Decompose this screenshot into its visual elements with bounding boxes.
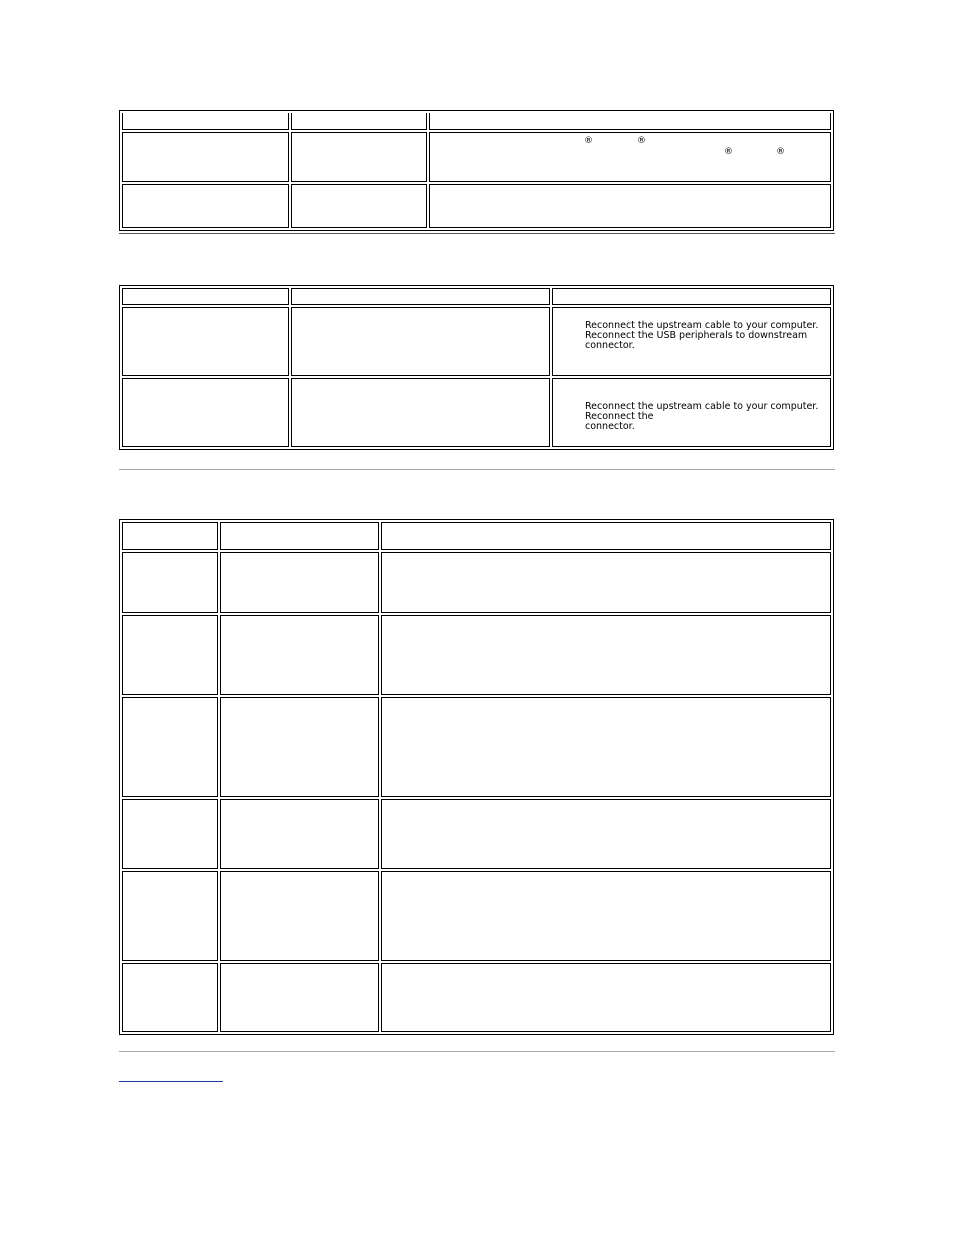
table-cell-registered <box>429 132 831 182</box>
table-header-cell <box>220 522 379 550</box>
table-cell <box>381 799 831 869</box>
registered-mark: ® <box>724 147 733 157</box>
divider <box>119 233 835 234</box>
table-cell <box>220 697 379 797</box>
table-cell <box>220 615 379 695</box>
table-cell <box>291 113 427 130</box>
table-cell <box>220 871 379 961</box>
table-cell <box>220 799 379 869</box>
table-cell <box>122 307 289 376</box>
table-header-cell <box>291 288 550 305</box>
table-cell <box>122 871 218 961</box>
table-cell <box>122 963 218 1032</box>
solution-line: Reconnect the <box>585 411 654 422</box>
table-cell <box>429 184 831 228</box>
table-header-cell <box>122 522 218 550</box>
table-cell <box>381 552 831 613</box>
table-cell <box>291 378 550 447</box>
table-header-cell <box>122 288 289 305</box>
table-header-cell <box>381 522 831 550</box>
registered-mark: ® <box>637 136 646 146</box>
divider <box>119 469 835 470</box>
table-cell <box>381 697 831 797</box>
solution-line: connector. <box>585 340 635 351</box>
table-cell <box>122 697 218 797</box>
table-cell <box>122 799 218 869</box>
table-header-cell <box>552 288 831 305</box>
registered-mark: ® <box>584 136 593 146</box>
registered-mark: ® <box>776 147 785 157</box>
usb-problems-table <box>119 285 834 450</box>
table-cell <box>122 378 289 447</box>
problems-table-bottom <box>119 519 834 1035</box>
table-cell <box>291 132 427 182</box>
table-cell <box>122 615 218 695</box>
problems-table-top <box>119 110 834 231</box>
table-cell <box>122 113 289 130</box>
table-cell <box>122 552 218 613</box>
table-cell <box>220 963 379 1032</box>
solution-cell <box>552 307 831 376</box>
solution-line: Reconnect the upstream cable to your computer. <box>585 401 819 412</box>
table-cell <box>122 184 289 228</box>
divider <box>119 1051 835 1052</box>
table-cell <box>381 871 831 961</box>
table-cell <box>381 615 831 695</box>
solution-line: connector. <box>585 421 635 432</box>
table-cell <box>122 132 289 182</box>
table-cell <box>220 552 379 613</box>
solution-line: Reconnect the USB peripherals to downstream <box>585 330 808 341</box>
solution-line: Reconnect the upstream cable to your computer. <box>585 320 819 331</box>
solution-cell <box>552 378 831 447</box>
table-cell <box>381 963 831 1032</box>
table-cell <box>291 184 427 228</box>
table-cell <box>429 113 831 130</box>
table-cell <box>291 307 550 376</box>
back-to-contents-link[interactable] <box>119 1072 223 1082</box>
